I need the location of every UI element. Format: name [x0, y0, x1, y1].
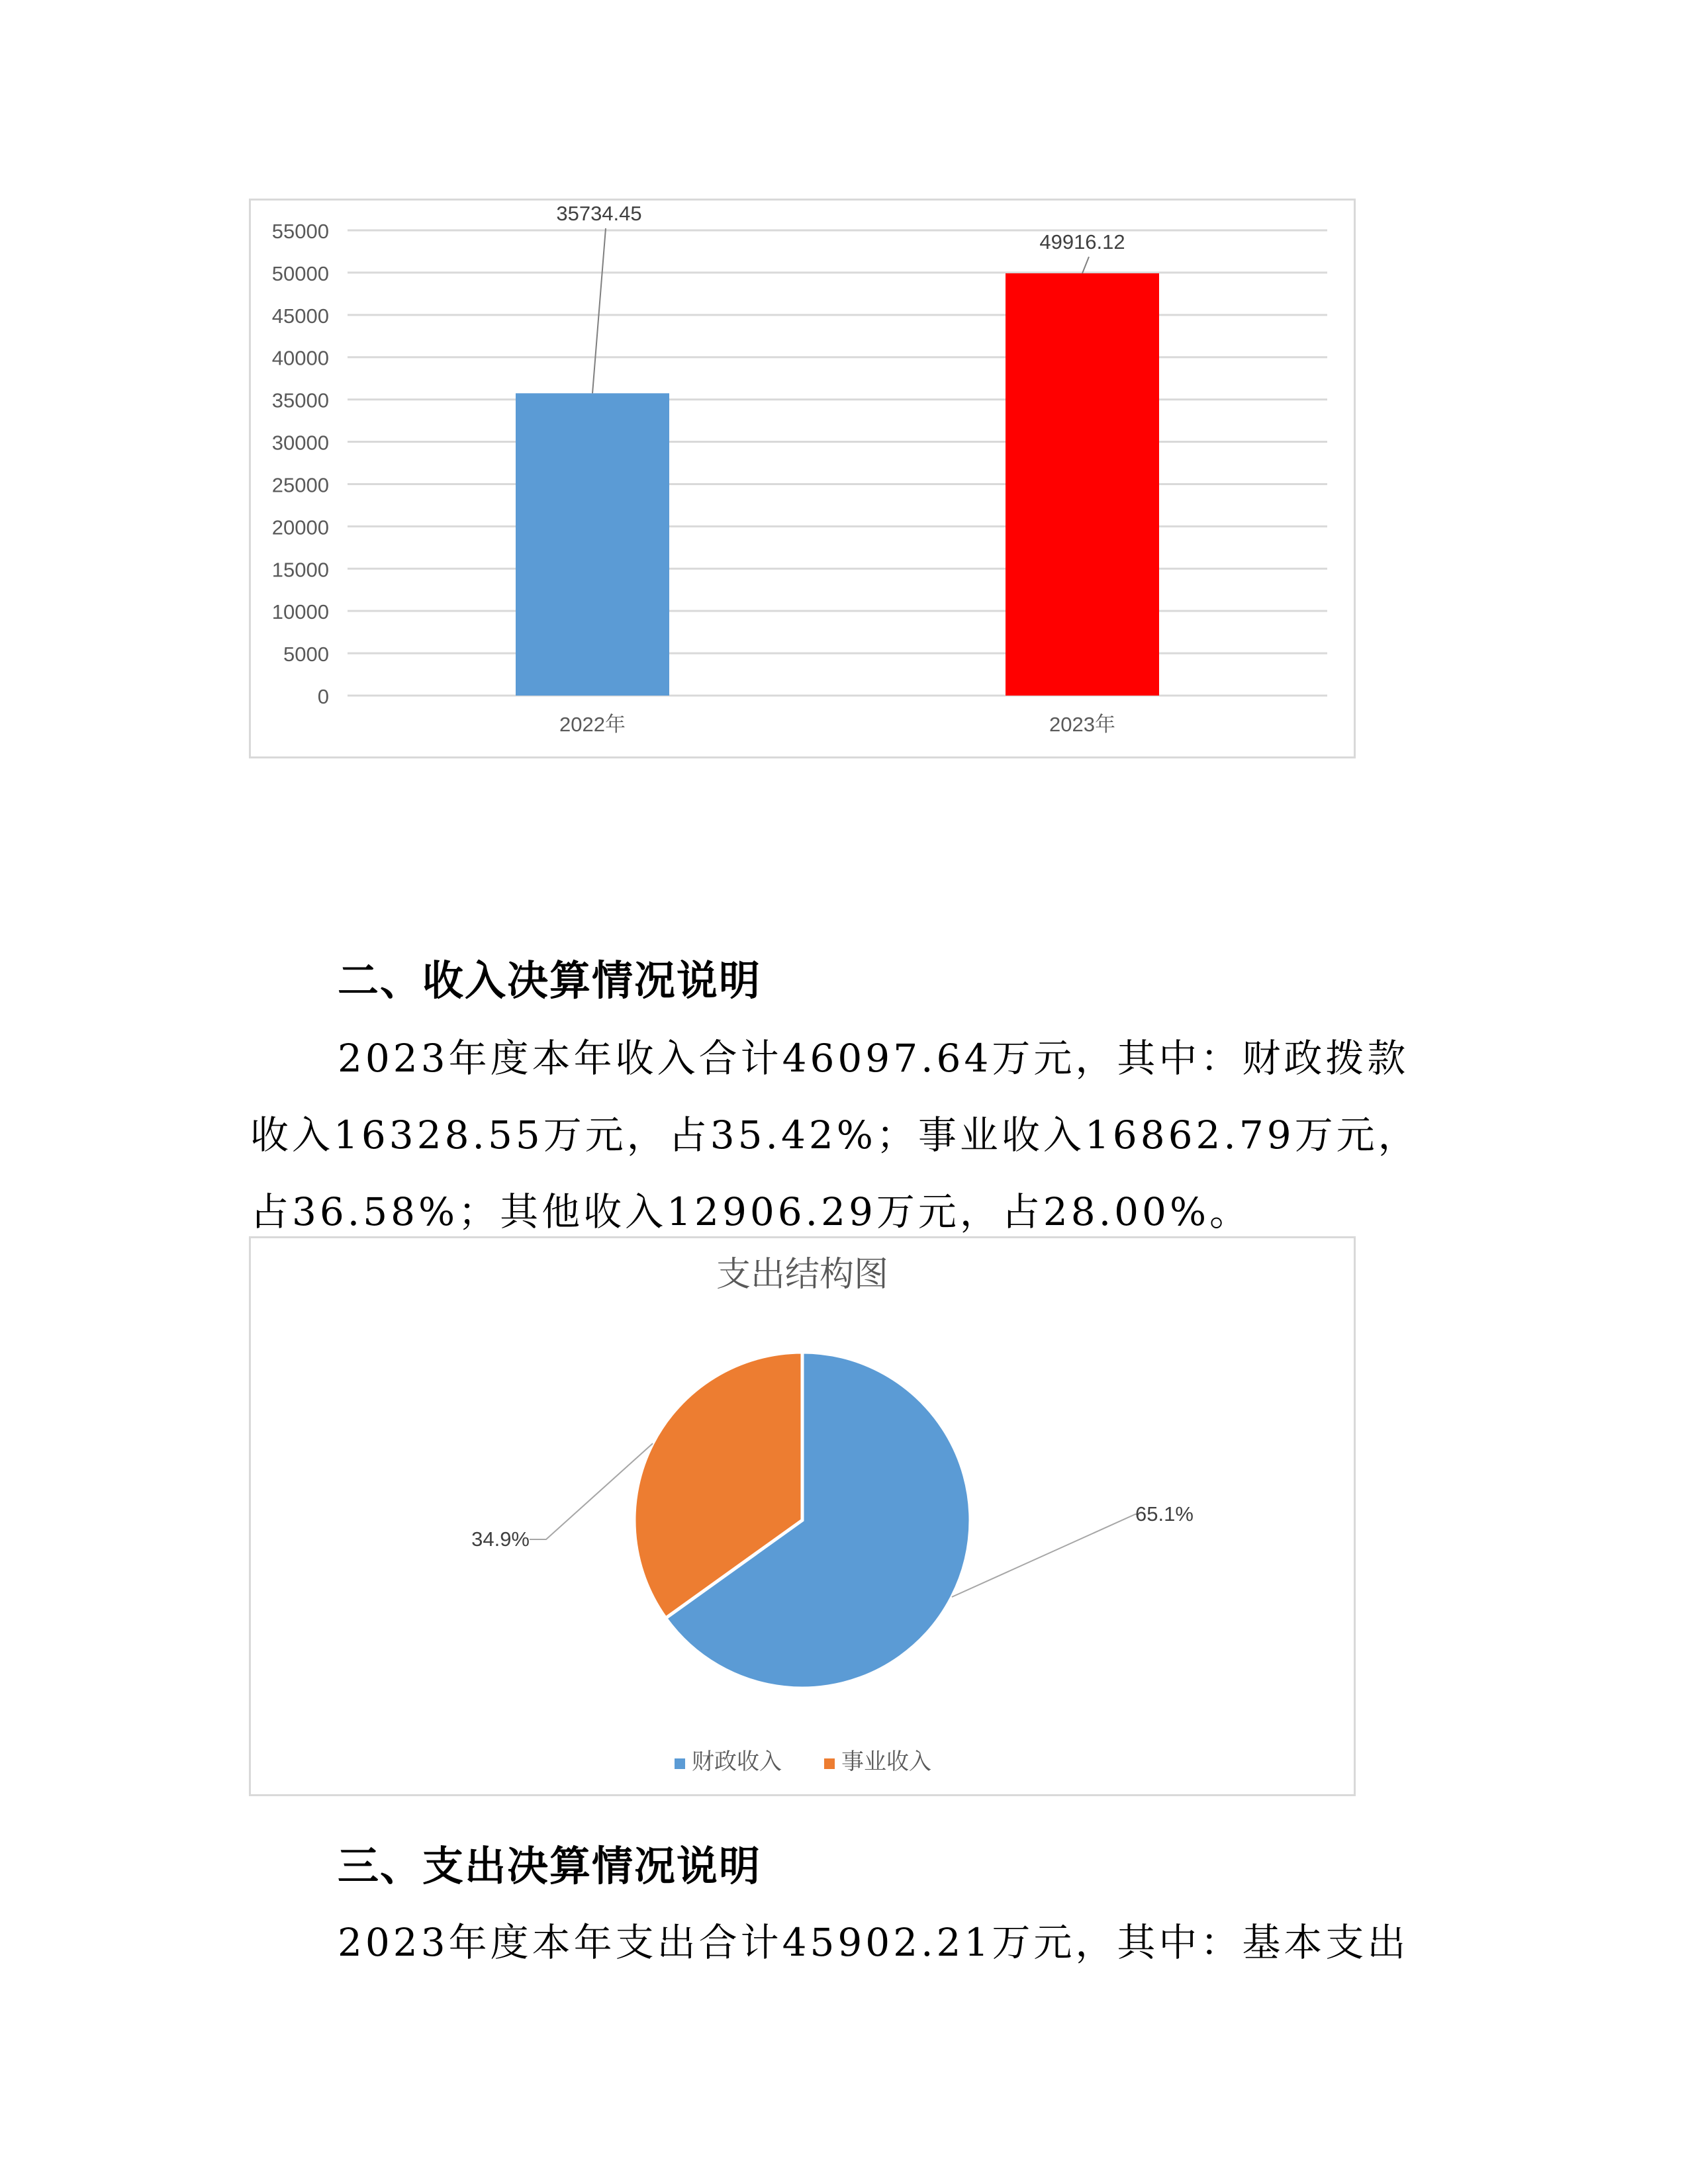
- y-tick-label: 40000: [271, 346, 329, 370]
- y-tick-label: 30000: [271, 431, 329, 455]
- x-tick-label: 2022年: [559, 713, 626, 736]
- y-tick-label: 20000: [271, 516, 329, 539]
- legend-marker: [675, 1758, 685, 1769]
- income-paragraph-line-3: 占36.58%；其他收入12906.29万元，占28.00%。: [250, 1189, 1252, 1234]
- pie-chart: [251, 1238, 1354, 1794]
- y-tick-label: 45000: [271, 304, 329, 328]
- label-leader-line: [1082, 257, 1089, 273]
- label-leader-line: [592, 228, 606, 393]
- pie-chart-container: [249, 1236, 1356, 1796]
- legend-marker: [824, 1758, 835, 1769]
- x-tick-label: 2023年: [1049, 713, 1115, 736]
- y-tick-label: 10000: [271, 600, 329, 624]
- data-label: 35734.45: [556, 202, 642, 225]
- bar-chart: [251, 201, 1354, 756]
- y-tick-label: 25000: [271, 473, 329, 497]
- data-label: 34.9%: [471, 1527, 530, 1551]
- y-tick-label: 15000: [271, 558, 329, 582]
- y-tick-label: 55000: [271, 220, 329, 243]
- legend-label: 事业收入: [841, 1749, 931, 1775]
- data-label: 65.1%: [1135, 1502, 1194, 1525]
- section-heading-expenditure: 三、支出决算情况说明: [338, 1842, 762, 1890]
- expenditure-paragraph-line-1: 2023年度本年支出合计45902.21万元，其中：基本支出: [338, 1920, 1409, 1965]
- section-heading-income: 二、收入决算情况说明: [338, 956, 762, 1005]
- bar-2023年: [1006, 273, 1159, 696]
- y-tick-label: 50000: [271, 261, 329, 285]
- label-leader-line: [952, 1514, 1139, 1597]
- chart-title: 支出结构图: [716, 1255, 889, 1295]
- income-paragraph-line-2: 收入16328.55万元，占35.42%；事业收入16862.79万元，: [250, 1113, 1420, 1158]
- data-label: 49916.12: [1039, 230, 1125, 253]
- income-paragraph-line-1: 2023年度本年收入合计46097.64万元，其中：财政拨款: [338, 1036, 1409, 1081]
- y-tick-label: 35000: [271, 388, 329, 412]
- bar-chart-container: [249, 199, 1356, 758]
- y-tick-label: 0: [317, 685, 329, 708]
- bar-2022年: [516, 393, 669, 696]
- legend-label: 财政收入: [692, 1749, 782, 1775]
- y-tick-label: 5000: [283, 643, 329, 666]
